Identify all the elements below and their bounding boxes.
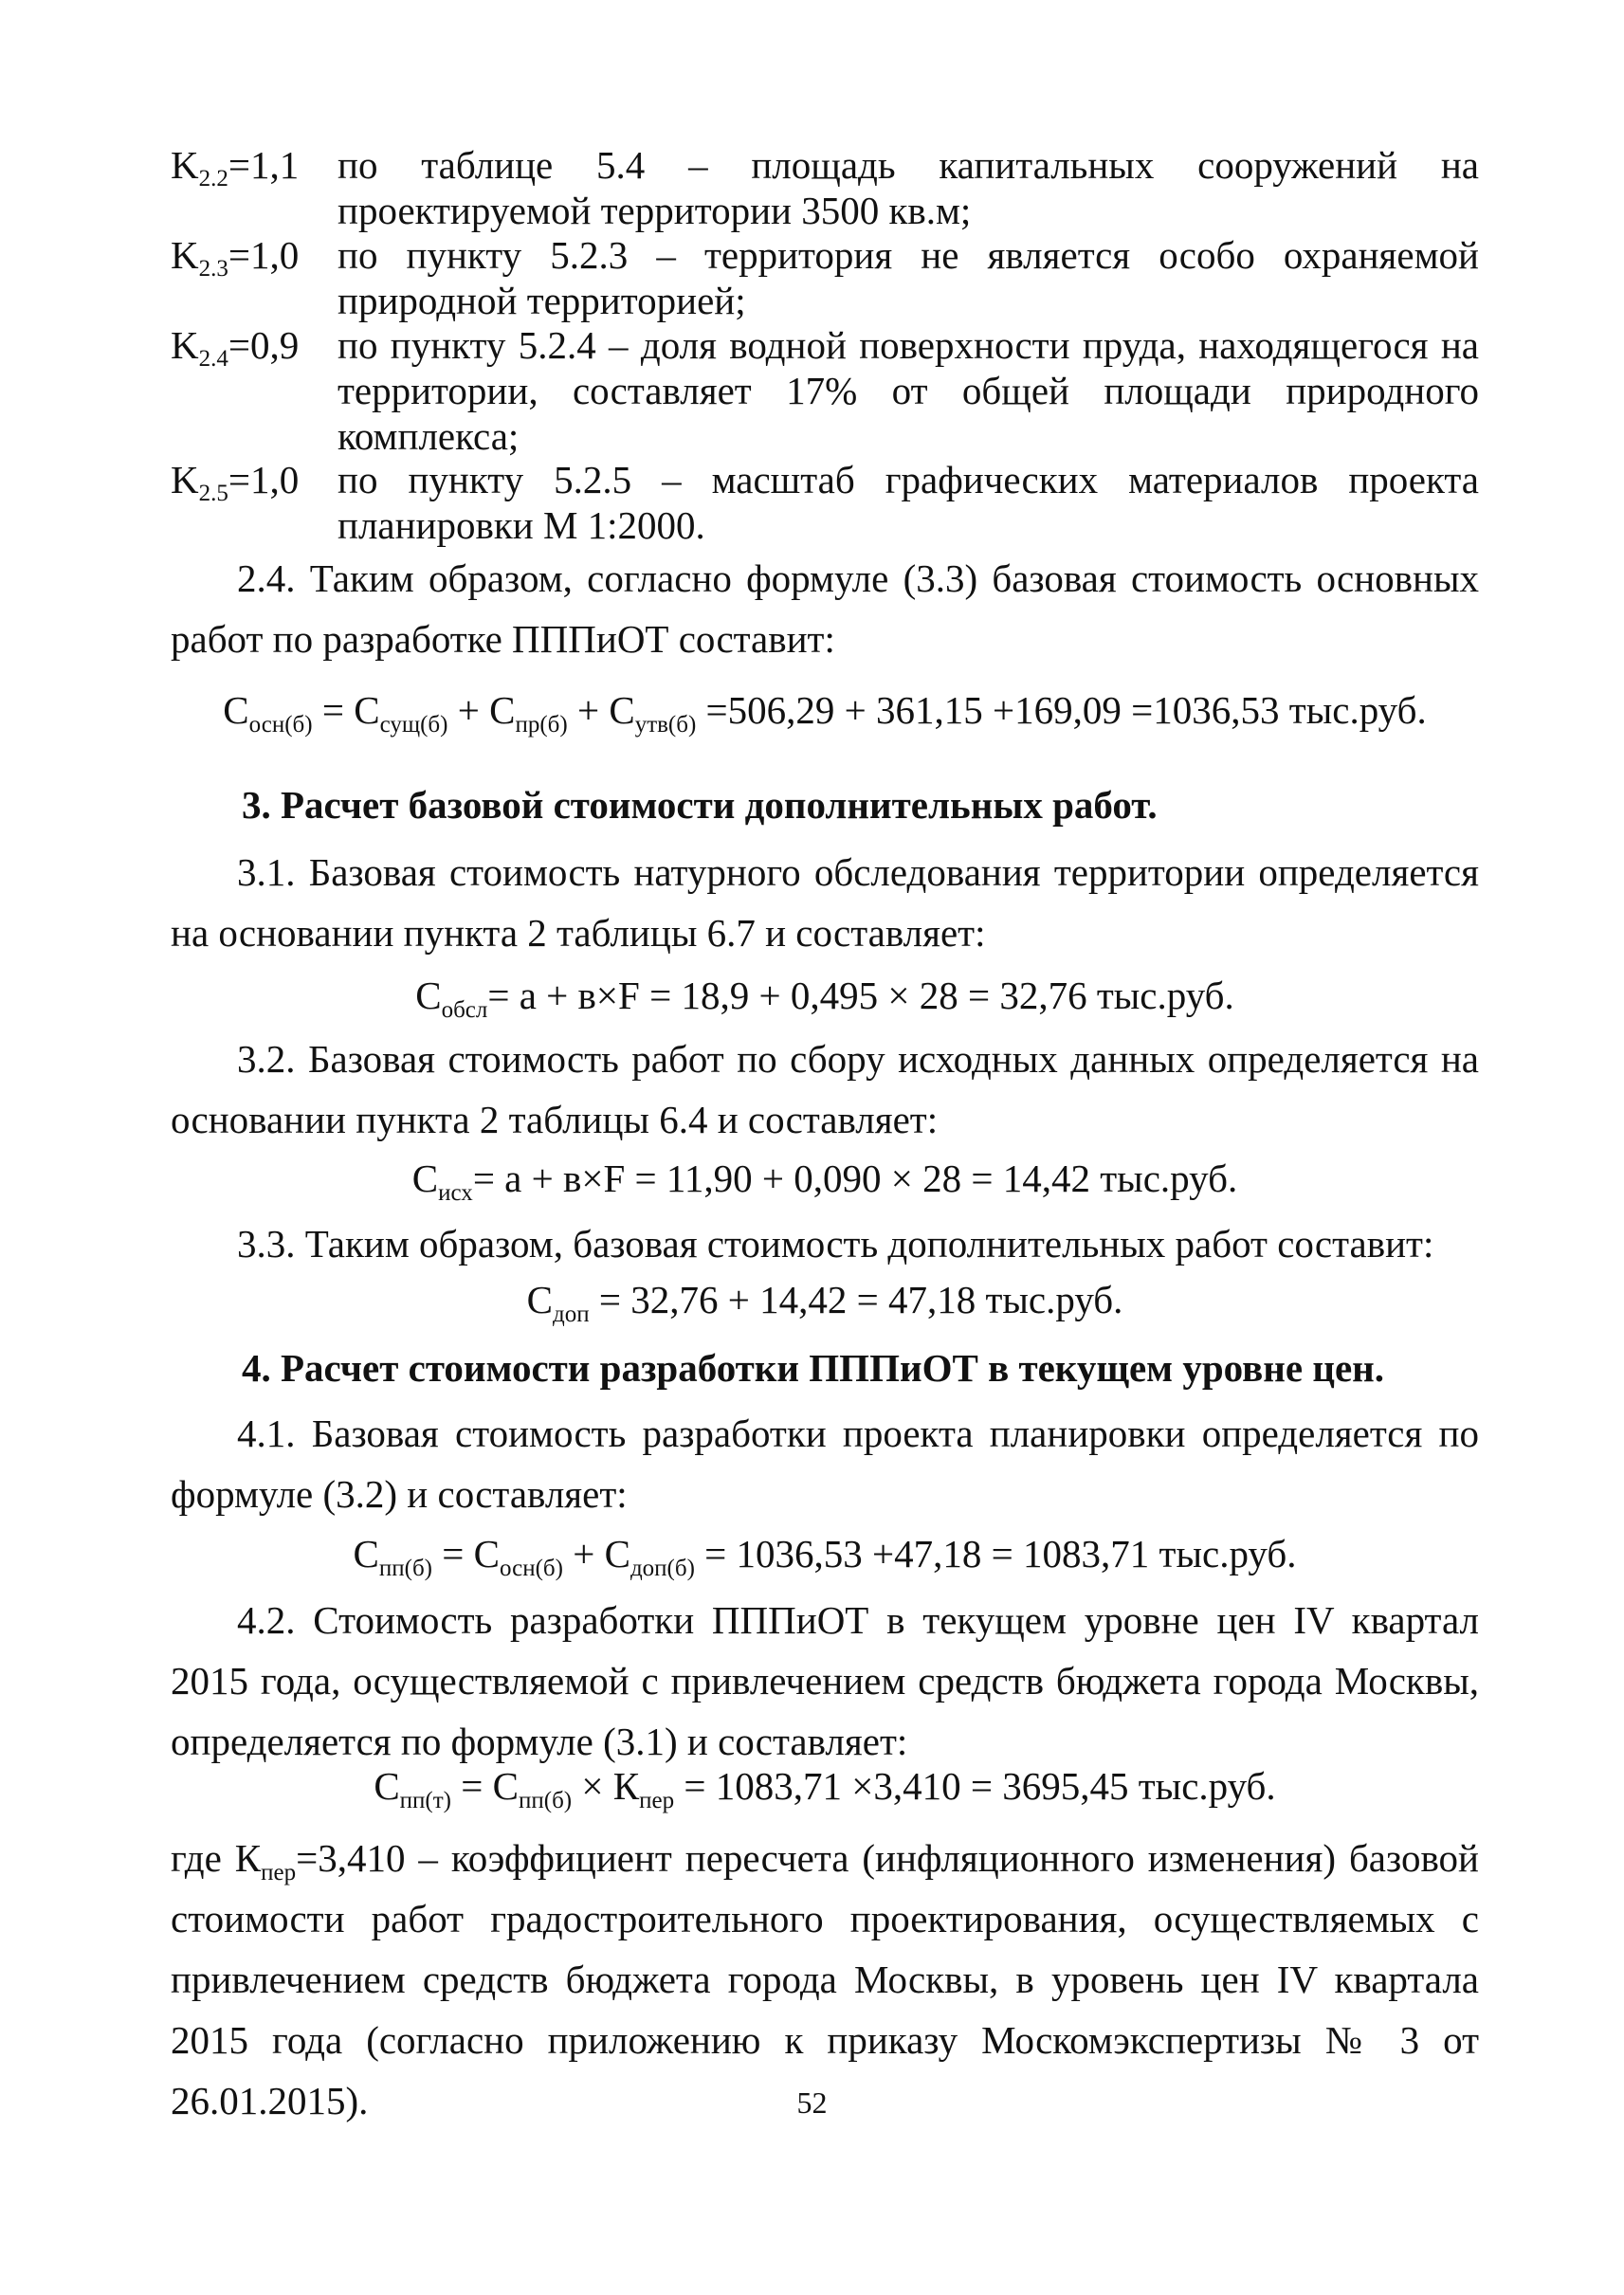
formula-base-main-cost: $С_{осн(б)} = С_{сущ(б)} + С_{пр(б)} + С_{утв(б)} =506,29 + 361,15 +169,09 =1036,53$ тыс.руб. xyxy=(223,688,1427,738)
formula-current-price-cost: $С_{пп(т)} = С_{пп(б)} \times К_{пер} = 1083,71 \times 3,410 = 3695,45$ тыс.руб. xyxy=(374,1764,1276,1813)
page-number: 52 xyxy=(796,2086,828,2120)
coefficient-k23: $K_{2.3}=1,0$ по пункту 5.2.3 – территория не является особо охраняемой природной территорией; xyxy=(171,233,1479,322)
paragraph-3-1: 3.1. Базовая стоимость натурного обследования территории определяется на основании пункта 2 таблицы 6.7 и составляет: xyxy=(171,850,1479,955)
formula-additional-cost: $С_{доп} = 32,76 + 14,42 = 47,18$ тыс.руб. xyxy=(526,1278,1123,1327)
coefficient-k24: $K_{2.4}=0,9$ по пункту 5.2.4 – доля водной поверхности пруда, находящегося на территории, составляет 17% от общей площади природного комплекса; xyxy=(171,323,1479,458)
paragraph-3-3: 3.3. Таким образом, базовая стоимость дополнительных работ составит: xyxy=(237,1222,1434,1266)
formula-survey-cost: $С_{обсл}= а + в\times F = 18,9 + 0,495 \times 28 = 32,76$ тыс.руб. xyxy=(415,974,1234,1023)
coefficient-k22: $K_{2.2}=1,1$ по таблице 5.4 – площадь капитальных сооружений на проектируемой территории 3500 кв.м; xyxy=(171,143,1479,232)
coefficient-k25: $K_{2.5}=1,0$ по пункту 5.2.5 – масштаб графических материалов проекта планировки М 1:2000. xyxy=(171,458,1479,547)
coefficient-description: по таблице 5.4 – площадь капитальных сооружений на проектируемой территории 3500 кв.м; xyxy=(338,143,1479,232)
coefficient-description: по пункту 5.2.3 – территория не является особо охраняемой природной территорией; xyxy=(338,233,1479,322)
section-heading-4: 4. Расчет стоимости разработки ПППиОТ в текущем уровне цен. xyxy=(242,1346,1385,1390)
paragraph-where: где $К_{пер}=3,410$ – коэффициент пересчета (инфляционного изменения) базовой стоимости работ градостроительного проектирования, осуществляемых с привлечением средств бюджета города Москвы, в уровень цен IV квартала 2015 года (согласно приложению к приказу Москомэкспертизы № 3 от 26.01.2015). xyxy=(171,1836,1479,2122)
paragraph-4-1: 4.1. Базовая стоимость разработки проекта планировки определяется по формуле (3.2) и составляет: xyxy=(171,1412,1479,1516)
coefficient-description: по пункту 5.2.5 – масштаб графических материалов проекта планировки М 1:2000. xyxy=(338,458,1479,547)
section-heading-3: 3. Расчет базовой стоимости дополнительных работ. xyxy=(242,783,1158,827)
formula-planning-base-cost: $С_{пп(б)} = С_{осн(б)} + С_{доп(б)} = 1036,53 +47,18 = 1083,71$ тыс.руб. xyxy=(353,1532,1297,1581)
coefficient-description: по пункту 5.2.4 – доля водной поверхности пруда, находящегося на территории, составляет 17% от общей площади природного комплекса; xyxy=(338,323,1479,458)
paragraph-2-4: 2.4. Таким образом, согласно формуле (3.3) базовая стоимость основных работ по разработке ПППиОТ составит: xyxy=(171,556,1479,661)
paragraph-3-2: 3.2. Базовая стоимость работ по сбору исходных данных определяется на основании пункта 2 таблицы 6.4 и составляет: xyxy=(171,1037,1479,1141)
paragraph-4-2: 4.2. Стоимость разработки ПППиОТ в текущем уровне цен IV квартал 2015 года, осуществляемой с привлечением средств бюджета города Москвы, определяется по формуле (3.1) и составляет: xyxy=(171,1598,1479,1763)
formula-source-data-cost: $С_{исх}= а + в\times F = 11,90 + 0,090 \times 28 = 14,42$ тыс.руб. xyxy=(411,1157,1238,1206)
